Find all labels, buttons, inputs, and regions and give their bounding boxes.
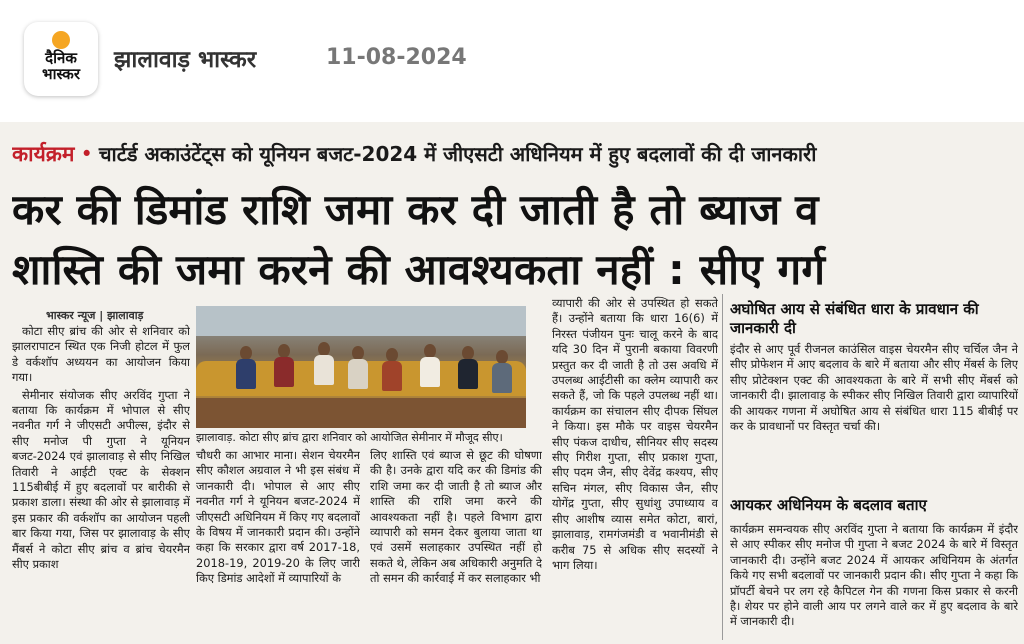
subheading-1: अघोषित आय से संबंधित धारा के प्रावधान की जानकारी दी <box>730 300 979 337</box>
kicker-line <box>12 140 1022 176</box>
article-column-1 <box>12 324 190 644</box>
article-column-4: व्यापारी की ओर से उपस्थित हो सकते हैं। उन्होंने बताया कि धारा 16(6) में निरस्त पंजीयन पुनः चालू करने के बाद यदि 30 दिन में पुरानी बकाया विवरणी प्रस्तुत कर दी जाती है तो उस अवधि में उपलब्ध आईटीसी का क्लेम व्यापारी कर सकते हैं, जो कि पहले उपलब्ध नहीं था। कार्यक्रम का संचालन सीए दीपक सिंघल ने किया। इस मौके पर वाइस चेयरमैन सीए पंकज दाधीच, सीनियर सीए सदस्य सीए गिरीश गुप्ता, सीए प्रकाश गुप्ता, सीए पदम जैन, सीए देवेंद्र कश्यप, सीए सचिन मंगल, सीए विकास जैन, सीए योगेंद्र गुप्ता, सीए सुधांशु उपाध्याय व सीए आशीष व्यास समेत कोटा, बारां, झालावाड़, रामगंजमंडी व भवानीमंडी से करीब 75 से अधिक सीए सदस्यों ने भाग लिया। <box>552 296 718 572</box>
seminar-photo <box>196 306 526 428</box>
news-clipping <box>0 122 1024 644</box>
app-header <box>0 0 1024 120</box>
headline-line-1: कर की डिमांड राशि जमा कर दी जाती है तो ब्याज व <box>12 185 819 234</box>
column-divider <box>722 294 723 640</box>
logo-text: दैनिक भास्कर <box>42 49 80 83</box>
photo-backdrop <box>196 306 526 336</box>
kicker-bullet: • <box>80 142 93 166</box>
subheading-2: आयकर अधिनियम के बदलाव बताए <box>730 496 927 514</box>
subsection-1-body: इंदौर से आए पूर्व रीजनल काउंसिल वाइस चेयरमैन सीए चर्चिल जैन ने सीए प्रोफेशन में आए बदलाव के बारे में बताया और सीए मेंबर्स के लिए सीए प्रोटेक्शन एक्ट की आवश्यकता के बारे में सभी सीए मेंबर्स को जानकारी दी। झालावाड़ के स्पीकर सीए निखिल तिवारी द्वारा व्यापारियों की आयकर गणना में अघोषित आय से संबंधित धारा 115 बीबीई पर कर के प्रावधानों पर विस्तृत चर्चा की। <box>730 342 1018 434</box>
photo-floor <box>196 398 526 428</box>
dainik-bhaskar-logo[interactable] <box>24 22 98 96</box>
col1-paragraph-2: सेमीनार संयोजक सीए अरविंद गुप्ता ने बताया कि कार्यक्रम में भोपाल से सीए नवनीत गर्ग ने जीएसटी अपील्स, इंदौर से सीए मनोज पी गुप्ता ने यूनियन बजट-2024 एवं झालावाड़ से सीए निखिल तिवारी ने आईटी एक्ट के सेक्शन 115बीबीई में हुए बदलावों पर बारीकी से प्रकाश डाला। संस्था की ओर से झालावाड़ में इस प्रकार की वर्कशॉप का आयोजन पहली बार किया गया, जिस पर झालावाड़ के सीए मैंबर्स ने कोटा सीए ब्रांच व ब्रांच चेयरमैन सीए प्रकाश <box>12 387 190 572</box>
article-column-2: चौधरी का आभार माना। सेशन चेयरमैन सीए कौशल अग्रवाल ने भी इस संबंध में जानकारी दी। भोपाल से आए सीए नवनीत गर्ग ने यूनियन बजट-2024 में जीएसटी अधिनियम में किए गए बदलावों के विषय में जानकारी प्रदान की। उन्होंने कहा कि सरकार द्वारा वर्ष 2017-18, 2018-19, 2019-20 के लिए जारी किए डिमांड आदेशों में व्यापारियों के <box>196 448 360 586</box>
logo-sun-icon <box>52 31 70 49</box>
article-column-3: लिए शास्ति एवं ब्याज से छूट की घोषणा की है। उनके द्वारा यदि कर की डिमांड की राशि जमा कर दी जाती है तो ब्याज और शास्ति की राशि जमा करने की आवश्यकता नहीं है। पहले विभाग द्वारा व्यापारी को समन देकर बुलाया जाता था एवं उसमें सलाहकार उपस्थित नहीं हो सकते थे, लेकिन अब अधिकारी अनुमति दे तो समन की कार्रवाई में कर सलाहकार भी <box>370 448 542 586</box>
kicker-tag: कार्यक्रम <box>12 142 75 166</box>
publication-title: झालावाड़ भास्कर <box>114 47 257 73</box>
publication-date: 11-08-2024 <box>326 45 467 70</box>
byline: भास्कर न्यूज | झालावाड़ <box>46 309 144 322</box>
col1-paragraph-1: कोटा सीए ब्रांच की ओर से शनिवार को झालरापाटन स्थित एक निजी होटल में फुल डे वर्कशॉप अध्ययन का आयोजन किया गया। <box>12 324 190 385</box>
kicker-text: चार्टर्ड अकाउंटेंट्स को यूनियन बजट-2024 में जीएसटी अधिनियम में हुए बदलावों की दी जानकारी <box>98 142 817 166</box>
headline-line-2: शास्ति की जमा करने की आवश्यकता नहीं : सीए गर्ग <box>12 245 826 294</box>
subsection-2-body: कार्यक्रम समन्वयक सीए अरविंद गुप्ता ने बताया कि कार्यक्रम में इंदौर से आए स्पीकर सीए मनोज पी गुप्ता ने बजट 2024 के बारे में विस्तृत जानकारी दी। उन्होंने बजट 2024 में आयकर अधिनियम के अंतर्गत किये गए सभी बदलावों पर जानकारी प्रदान की। सीए गुप्ता ने कहा कि प्रॉपर्टी बेचने पर लग रहे कैपिटल गेन की गणना किस प्रकार से करनी है। शेयर पर होने वाली आय पर लगने वाले कर में हुए बदलाव के बारे में जानकारी दी। <box>730 522 1018 629</box>
photo-caption: झालावाड़. कोटा सीए ब्रांच द्वारा शनिवार को आयोजित सेमीनार में मौजूद सीए। <box>196 431 503 444</box>
